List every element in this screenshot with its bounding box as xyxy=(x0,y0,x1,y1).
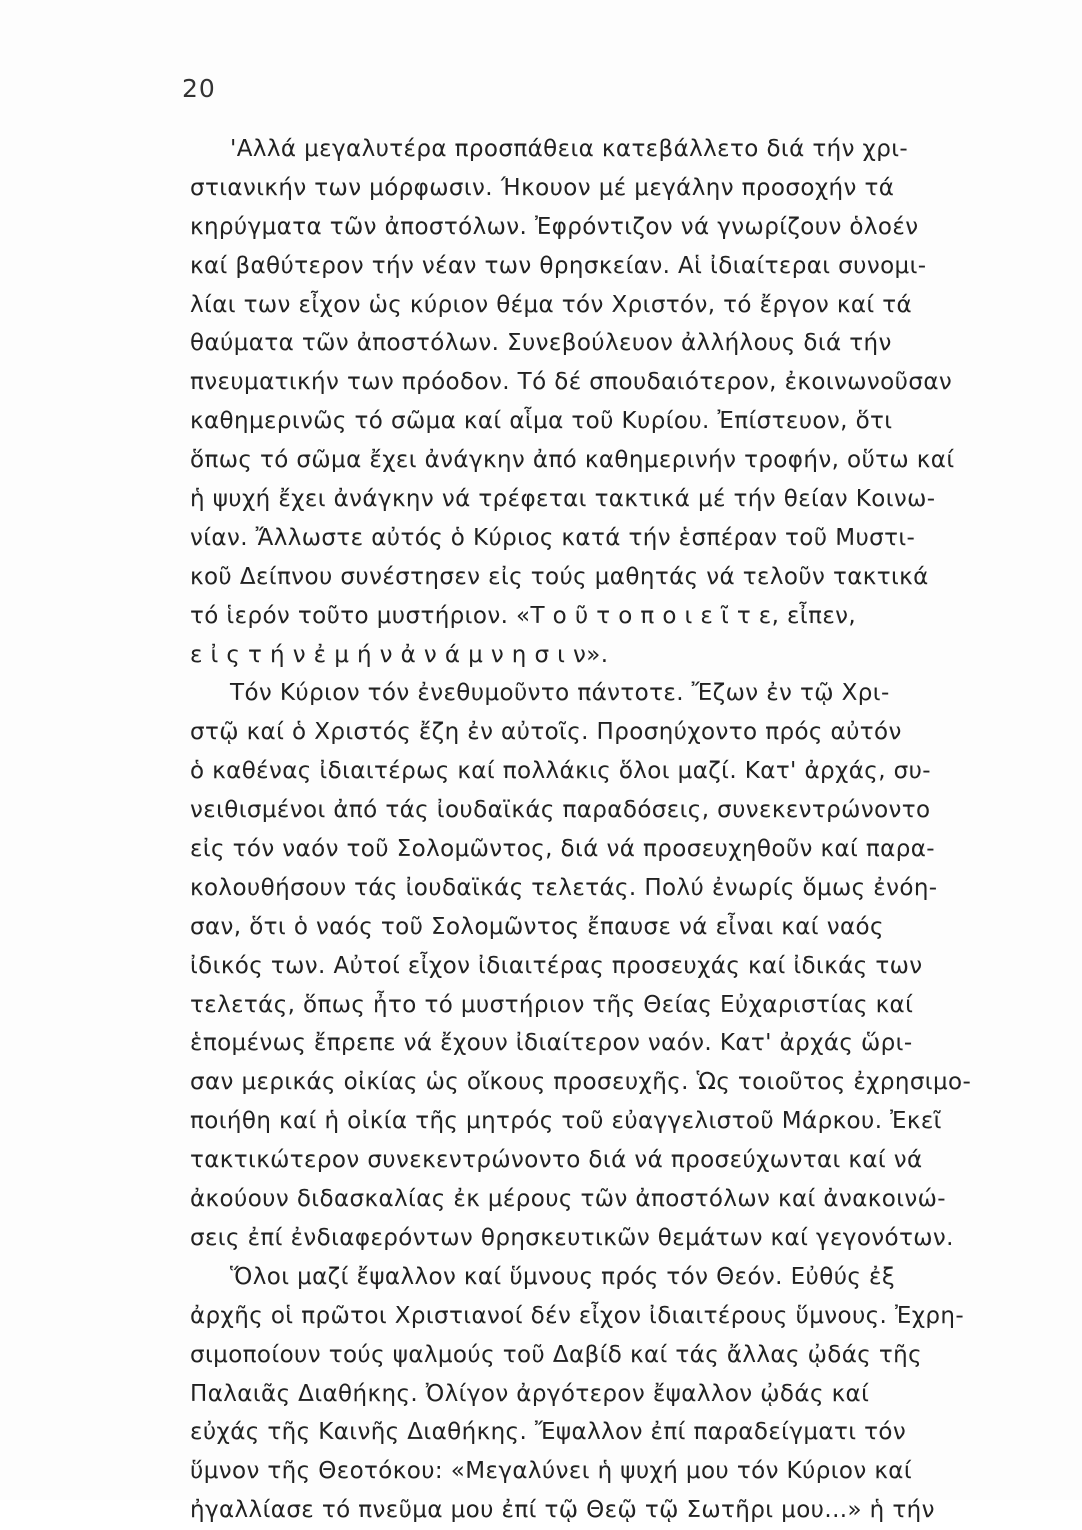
text-line: τελετάς, ὅπως ἦτο τό μυστήριον τῆς Θείας Εὐχαριστίας καί xyxy=(190,991,914,1018)
text-line: ὅπως τό σῶμα ἔχει ἀνάγκην ἀπό καθημερινήν τροφήν, οὕτω καί xyxy=(190,447,955,474)
text-line: ἡ ψυχή ἔχει ἀνάγκην νά τρέφεται τακτικά μέ τήν θείαν Κοινω- xyxy=(190,486,936,513)
text-line: ἀκούουν διδασκαλίας ἐκ μέρους τῶν ἀποστόλων καί ἀνακοινώ- xyxy=(190,1186,947,1213)
text-line: σαν μερικάς οἰκίας ὡς οἴκους προσευχῆς. Ὡς τοιοῦτος ἐχρησιμο- xyxy=(190,1069,972,1096)
text-line: στιανικήν των μόρφωσιν. Ήκουον μέ μεγάλην προσοχήν τά xyxy=(190,174,895,201)
text-line: εἰς τόν ναόν τοῦ Σολομῶντος, διά νά προσευχηθοῦν καί παρα- xyxy=(190,836,935,863)
text-line: νίαν. Ἄλλωστε αὐτός ὁ Κύριος κατά τήν ἑσπέραν τοῦ Μυστι- xyxy=(190,524,916,551)
text-line: σιμοποίουν τούς ψαλμούς τοῦ Δαβίδ καί τάς ἄλλας ᾠδάς τῆς xyxy=(190,1341,922,1368)
text-line: καθημερινῶς τό σῶμα καί αἷμα τοῦ Κυρίου. Ἐπίστευον, ὅτι xyxy=(190,408,893,435)
text-line: Τόν Κύριον τόν ἐνεθυμοῦντο πάντοτε. Ἔζων ἐν τῷ Χρι- xyxy=(230,680,890,707)
text-line: ὕμνον τῆς Θεοτόκου: «Μεγαλύνει ἡ ψυχή μου τόν Κύριον καί xyxy=(190,1458,913,1485)
text-line: ἰδικός των. Αὐτοί εἶχον ἰδιαιτέρας προσευχάς καί ἰδικάς των xyxy=(190,952,923,979)
text-line: κολουθήσουν τάς ἰουδαϊκάς τελετάς. Πολύ ἐνωρίς ὅμως ἐνόη- xyxy=(190,874,938,901)
text-line: ποιήθη καί ἡ οἰκία τῆς μητρός τοῦ εὐαγγελιστοῦ Μάρκου. Ἐκεῖ xyxy=(190,1108,942,1135)
text-line: λίαι των εἶχον ὡς κύριον θέμα τόν Χριστόν, τό ἔργον καί τά xyxy=(190,291,913,318)
text-line: ὁ καθένας ἰδιαιτέρως καί πολλάκις ὅλοι μαζί. Κατ' ἀρχάς, συ- xyxy=(190,758,932,785)
text-line: 'Αλλά μεγαλυτέρα προσπάθεια κατεβάλλετο διά τήν χρι- xyxy=(230,136,909,162)
text-line: θαύματα τῶν ἀποστόλων. Συνεβούλευον ἀλλήλους διά τήν xyxy=(190,330,892,357)
text-line: ἀρχῆς οἱ πρῶτοι Χριστιανοί δέν εἶχον ἰδιαιτέρους ὕμνους. Ἐχρη- xyxy=(190,1302,965,1329)
text-line: Παλαιᾶς Διαθήκης. Ὀλίγον ἀργότερον ἔψαλλον ᾠδάς καί xyxy=(190,1380,870,1407)
text-line: νειθισμένοι ἀπό τάς ἰουδαϊκάς παραδόσεις, συνεκεντρώνοντο xyxy=(190,797,931,824)
text-line: σαν, ὅτι ὁ ναός τοῦ Σολομῶντος ἔπαυσε νά εἶναι καί ναός xyxy=(190,913,884,940)
text-line: κοῦ Δείπνου συνέστησεν εἰς τούς μαθητάς νά τελοῦν τακτικά xyxy=(190,563,929,590)
text-line: τό ἱερόν τοῦτο μυστήριον. «Τ ο ῦ τ ο π ο ι ε ῖ τ ε, εἶπεν, xyxy=(190,602,857,629)
text-line: ἠγαλλίασε τό πνεῦμα μου ἐπί τῷ Θεῷ τῷ Σωτῆρι μου...» ἡ τήν xyxy=(190,1497,935,1524)
text-line: ἑπομένως ἔπρεπε νά ἔχουν ἰδιαίτερον ναόν. Κατ' ἀρχάς ὥρι- xyxy=(190,1030,913,1057)
text-line: κηρύγματα τῶν ἀποστόλων. Ἐφρόντιζον νά γνωρίζουν ὁλοέν xyxy=(190,213,919,240)
text-line: εὐχάς τῆς Καινῆς Διαθήκης. Ἔψαλλον ἐπί παραδείγματι τόν xyxy=(190,1419,907,1446)
text-line: Ὅλοι μαζί ἔψαλλον καί ὕμνους πρός τόν Θεόν. Εὐθύς ἐξ xyxy=(230,1263,896,1290)
body-text xyxy=(190,130,1070,1530)
page-number: 20 xyxy=(182,74,216,103)
text-line: πνευματικήν των πρόοδον. Τό δέ σπουδαιότερον, ἐκοινωνοῦσαν xyxy=(190,369,953,396)
text-line: τακτικώτερον συνεκεντρώνοντο διά νά προσεύχωνται καί νά xyxy=(190,1147,923,1174)
text-line: σεις ἐπί ἐνδιαφερόντων θρησκευτικῶν θεμάτων καί γεγονότων. xyxy=(190,1224,954,1251)
text-line: ε ἰ ς τ ή ν ἐ μ ή ν ἀ ν ά μ ν η σ ι ν». xyxy=(190,641,609,668)
text-line: καί βαθύτερον τήν νέαν των θρησκείαν. Αἱ ἰδιαίτεραι συνομι- xyxy=(190,252,927,279)
text-line: στῷ καί ὁ Χριστός ἔζη ἐν αὐτοῖς. Προσηύχοντο πρός αὐτόν xyxy=(190,719,902,746)
